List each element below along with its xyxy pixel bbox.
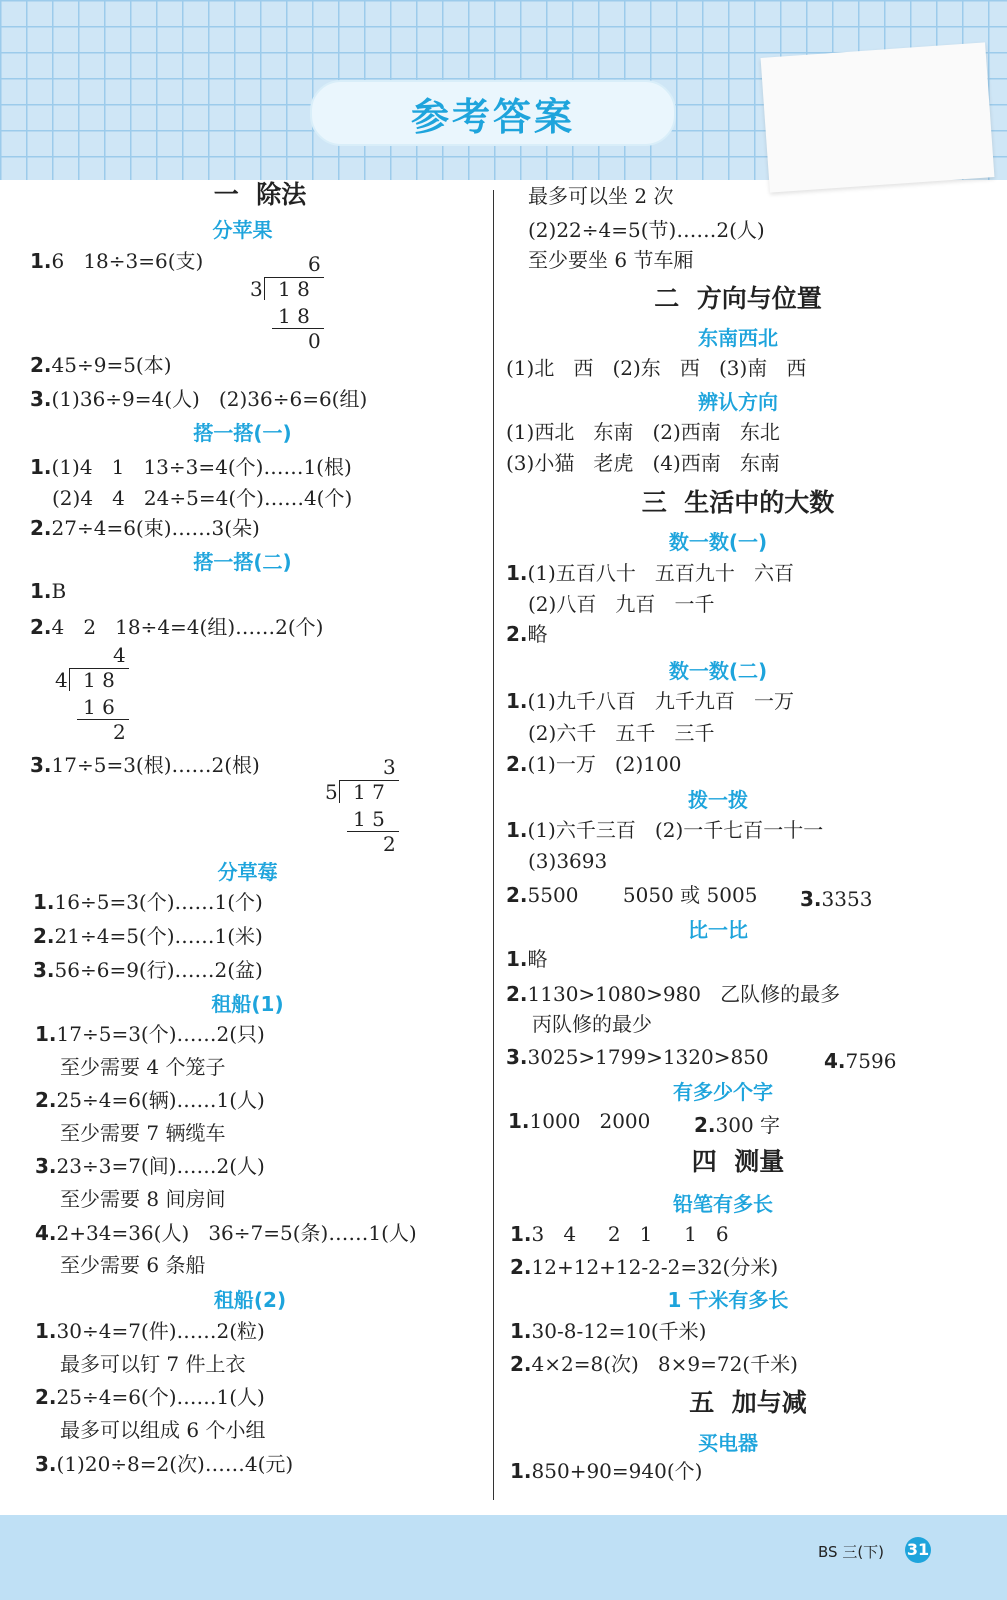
section-heading: 东南西北	[698, 326, 778, 350]
answer-line: 1.30÷4=7(件)……2(粒)	[35, 1319, 265, 1343]
answer-line: 最多可以组成 6 个小组	[60, 1418, 266, 1442]
answer-line: 3.3025>1799>1320>850	[506, 1045, 769, 1069]
section-heading: 搭一搭(一)	[193, 421, 292, 445]
page-title	[310, 80, 676, 146]
answer-line: 3.56÷6=9(行)……2(盆)	[33, 958, 263, 982]
answer-line: 2.略	[506, 622, 548, 646]
answer-line: (1)北 西 (2)东 西 (3)南 西	[506, 356, 807, 380]
answer-line: 2.12+12+12-2-2=32(分米)	[510, 1255, 779, 1279]
answer-line: 2.21÷4=5(个)……1(米)	[33, 924, 263, 948]
answer-line: (1)西北 东南 (2)西南 东北	[506, 420, 780, 444]
edition-label: BS 三(下)	[818, 1543, 885, 1561]
section-heading: 租船(1)	[211, 992, 284, 1016]
chapter-heading: 四 测量	[691, 1147, 785, 1176]
answer-line: 2.1130>1080>980 乙队修的最多	[506, 982, 841, 1006]
product: 1 6	[83, 695, 115, 719]
answer-line: 2.300 字	[694, 1113, 781, 1137]
answer-line: (2)八百 九百 一千	[528, 592, 715, 616]
section-heading: 数一数(一)	[668, 530, 768, 554]
answer-line: 最多可以坐 2 次	[528, 184, 674, 208]
chapter-heading: 二 方向与位置	[654, 284, 822, 313]
section-heading: 搭一搭(二)	[193, 550, 292, 574]
answer-line: 1.3 4 2 1 1 6	[510, 1222, 729, 1246]
section-heading: 拨一拨	[688, 788, 748, 812]
page-title-text: 参考答案	[410, 94, 575, 139]
answer-line: 1.17÷5=3(个)……2(只)	[35, 1022, 265, 1046]
divisor: 3	[250, 277, 263, 301]
section-heading: 有多少个字	[673, 1080, 773, 1104]
remainder: 0	[308, 329, 321, 353]
section-heading: 1 千米有多长	[667, 1288, 789, 1312]
answer-line: 1.850+90=940(个)	[510, 1459, 703, 1483]
chapter-heading: 一 除法	[213, 180, 307, 209]
answer-line: (3)小猫 老虎 (4)西南 东南	[506, 451, 780, 475]
answer-line: 丙队修的最少	[532, 1012, 652, 1036]
section-heading: 买电器	[698, 1431, 758, 1455]
answer-line: 3.17÷5=3(根)……2(根)	[30, 753, 260, 777]
answer-line: 至少需要 7 辆缆车	[60, 1121, 226, 1145]
answer-line: 至少需要 6 条船	[60, 1253, 206, 1277]
section-heading: 租船(2)	[213, 1288, 287, 1312]
answer-line: 2.27÷4=6(束)……3(朵)	[30, 516, 260, 540]
answer-line: 至少需要 4 个笼子	[60, 1055, 226, 1079]
chapter-heading: 五 加与减	[689, 1388, 807, 1417]
dividend: 1 8	[83, 668, 115, 692]
product: 1 5	[353, 807, 385, 831]
quotient: 4	[113, 643, 126, 667]
dividend: 1 7	[353, 780, 385, 804]
answer-line: 1.30-8-12=10(千米)	[510, 1319, 707, 1343]
answer-line: 3.(1)36÷9=4(人) (2)36÷6=6(组)	[30, 387, 368, 411]
answer-line: 2.25÷4=6(辆)……1(人)	[35, 1088, 265, 1112]
answer-line: (3)3693	[528, 849, 608, 873]
quotient: 3	[383, 755, 396, 779]
dividend: 1 8	[278, 277, 310, 301]
answer-line: 2.4 2 18÷4=4(组)……2(个)	[30, 615, 324, 639]
answer-line: 最多可以钉 7 件上衣	[60, 1352, 246, 1376]
answer-line: 至少要坐 6 节车厢	[528, 248, 694, 272]
answer-line: 1.1000 2000	[508, 1109, 651, 1133]
answer-line: 1.(1)九千八百 九千九百 一万	[506, 689, 794, 713]
answer-line: 4.2+34=36(人) 36÷7=5(条)……1(人)	[35, 1221, 417, 1245]
answer-line: (2)六千 五千 三千	[528, 721, 715, 745]
column-divider	[493, 190, 494, 1500]
answer-line: 2.25÷4=6(个)……1(人)	[35, 1385, 265, 1409]
answer-line: (2)22÷4=5(节)……2(人)	[528, 218, 765, 242]
divisor: 5	[325, 780, 338, 804]
section-heading: 数一数(二)	[668, 659, 768, 683]
remainder: 2	[383, 832, 396, 856]
answer-line: 2.5500 5050 或 5005	[506, 883, 758, 907]
section-heading: 分苹果	[212, 218, 273, 242]
chapter-heading: 三 生活中的大数	[641, 488, 835, 517]
answer-line: 1.(1)六千三百 (2)一千七百一十一	[506, 818, 824, 842]
paper-corner-decoration	[761, 42, 995, 192]
section-heading: 比一比	[688, 918, 748, 942]
divisor: 4	[55, 668, 68, 692]
answer-line: (2)4 4 24÷5=4(个)……4(个)	[52, 486, 353, 510]
answer-line: 4.7596	[824, 1049, 897, 1073]
answer-line: 1.(1)五百八十 五百九十 六百	[506, 561, 794, 585]
answer-line: 至少需要 8 间房间	[60, 1187, 226, 1211]
answer-line: 1.6 18÷3=6(支)	[30, 249, 204, 273]
product: 1 8	[278, 304, 310, 328]
answer-line: 2.(1)一万 (2)100	[506, 752, 682, 776]
answer-line: 1.B	[30, 579, 67, 603]
answer-line: 1.16÷5=3(个)……1(个)	[33, 890, 263, 914]
section-heading: 分草莓	[217, 860, 278, 884]
quotient: 6	[308, 252, 321, 276]
answer-line: 3.(1)20÷8=2(次)……4(元)	[35, 1452, 294, 1476]
section-heading: 辨认方向	[698, 390, 778, 414]
answer-line: 1.(1)4 1 13÷3=4(个)……1(根)	[30, 455, 352, 479]
answer-line: 3.3353	[800, 887, 873, 911]
answer-line: 1.略	[506, 947, 548, 971]
answer-line: 2.4×2=8(次) 8×9=72(千米)	[510, 1352, 798, 1376]
answer-line: 2.45÷9=5(本)	[30, 353, 172, 377]
answer-line: 3.23÷3=7(间)……2(人)	[35, 1154, 265, 1178]
section-heading: 铅笔有多长	[673, 1192, 773, 1216]
remainder: 2	[113, 720, 126, 744]
page-number: 31	[905, 1537, 931, 1563]
